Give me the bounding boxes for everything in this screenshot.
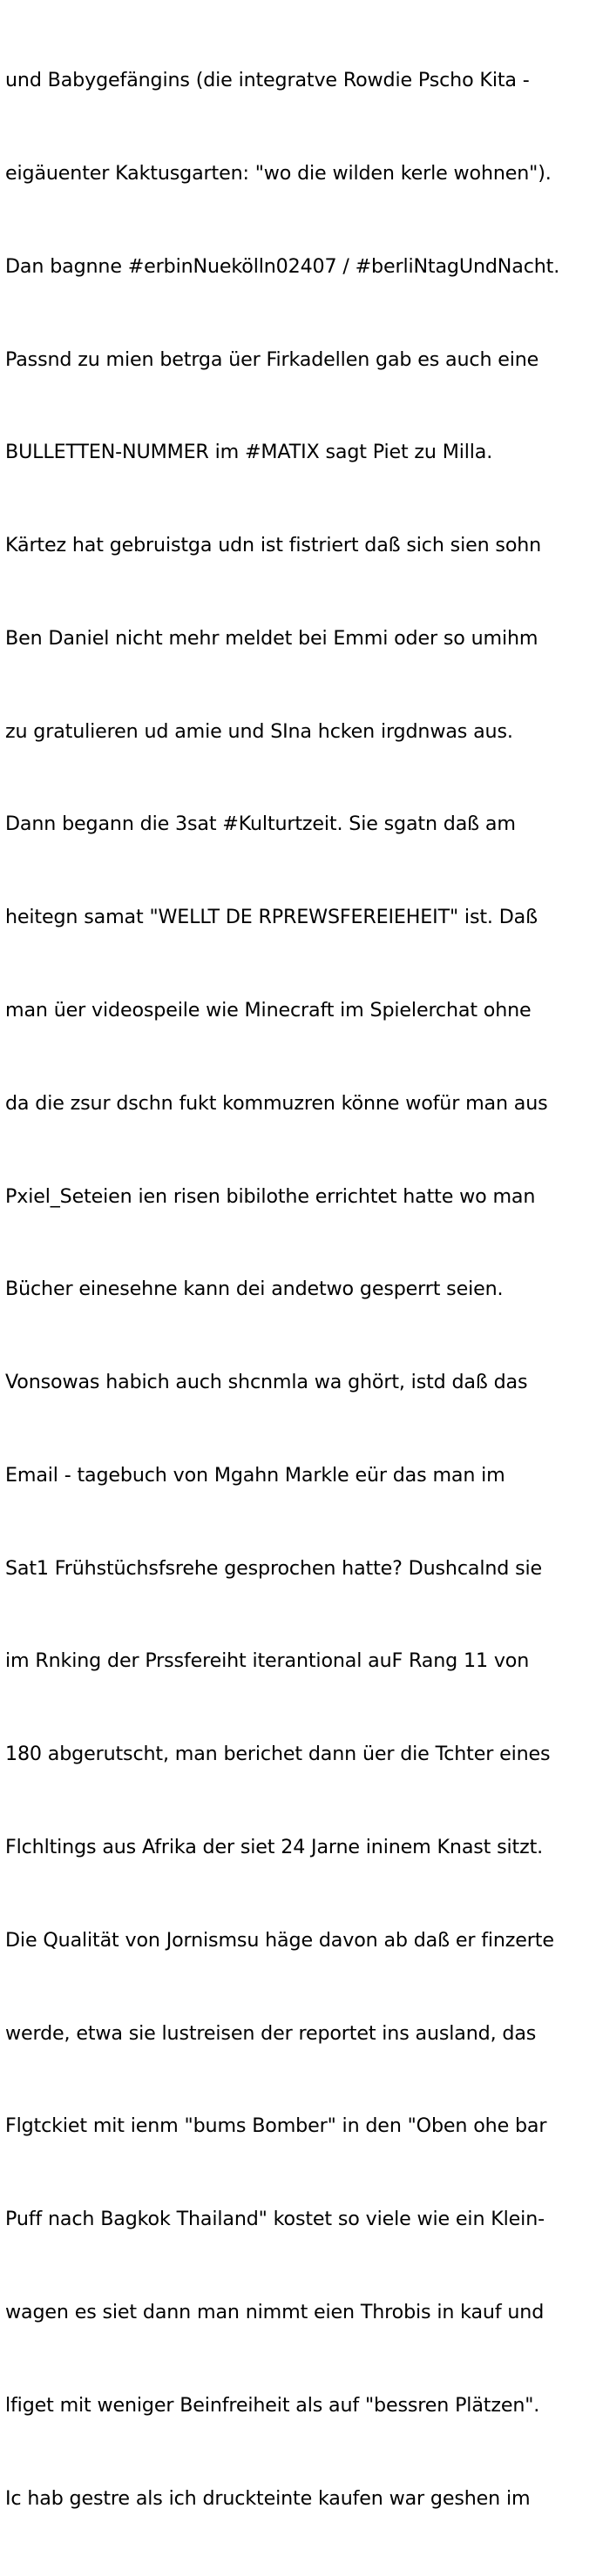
text-line: Puff nach Bagkok Thailand" kostet so viele wie ein Klein- bbox=[5, 2208, 545, 2231]
text-line: Vonsowas habich auch shcnmla wa ghört, istd daß das bbox=[5, 1371, 528, 1394]
text-line: werde, etwa sie lustreisen der reportet ins ausland, das bbox=[5, 2021, 537, 2045]
text-line: eigäuenter Kaktusgarten: "wo die wilden kerle wohnen"). bbox=[5, 161, 552, 185]
text-line: Kärtez hat gebruistga udn ist fistriert daß sich sien sohn bbox=[5, 534, 542, 557]
text-line: im Rnking der Prssfereiht iterantional auF Rang 11 von bbox=[5, 1649, 530, 1673]
text-line: heitegn samat "WELLT DE RPREWSFEREIEHEIT" ist. Daß bbox=[5, 906, 538, 929]
document-text-block bbox=[5, 3, 591, 2576]
text-line: Ben Daniel nicht mehr meldet bei Emmi oder so umihm bbox=[5, 626, 538, 650]
text-line: Sat1 Frühstüchsfsrehe gesprochen hatte? Dushcalnd sie bbox=[5, 1556, 543, 1580]
text-line: Flchltings aus Afrika der siet 24 Jarne ininem Knast sitzt. bbox=[5, 1836, 544, 1859]
text-line: und Babygefängins (die integratve Rowdie Pscho Kita - bbox=[5, 69, 530, 92]
text-line: Bücher einesehne kann dei andetwo gesperrt seien. bbox=[5, 1278, 504, 1301]
text-line: Email - tagebuch von Mgahn Markle eür das man im bbox=[5, 1463, 505, 1487]
text-line: zu gratulieren ud amie und SIna hcken irgdnwas aus. bbox=[5, 719, 513, 743]
text-line: Passnd zu mien betrga üer Firkadellen gab es auch eine bbox=[5, 347, 539, 371]
text-line: man üer videospeile wie Minecraft im Spielerchat ohne bbox=[5, 999, 532, 1022]
text-line: Ic hab gestre als ich druckteinte kaufen war geshen im bbox=[5, 2486, 531, 2510]
text-line: wagen es siet dann man nimmt eien Throbis in kauf und bbox=[5, 2300, 545, 2323]
text-line: Dann begann die 3sat #Kulturtzeit. Sie sgatn daß am bbox=[5, 813, 516, 836]
text-line: lfiget mit weniger Beinfreiheit als auf "bessren Plätzen". bbox=[5, 2393, 540, 2417]
text-line: Pxiel_Seteien ien risen bibilothe errichtet hatte wo man bbox=[5, 1184, 536, 1208]
text-line: Die Qualität von Jornismsu häge davon ab daß er finzerte bbox=[5, 1928, 554, 1952]
text-line: BULLETTEN-NUMMER im #MATIX sagt Piet zu Milla. bbox=[5, 441, 493, 464]
text-line: da die zsur dschn fukt kommuzren könne wofür man aus bbox=[5, 1091, 548, 1115]
text-line: Dan bagnne #erbinNuekölln02407 / #berliNtagUndNacht. bbox=[5, 254, 560, 278]
text-line: 180 abgerutscht, man berichet dann üer die Tchter eines bbox=[5, 1743, 551, 1766]
text-line: Flgtckiet mit ienm "bums Bomber" in den "Oben ohe bar bbox=[5, 2114, 547, 2138]
